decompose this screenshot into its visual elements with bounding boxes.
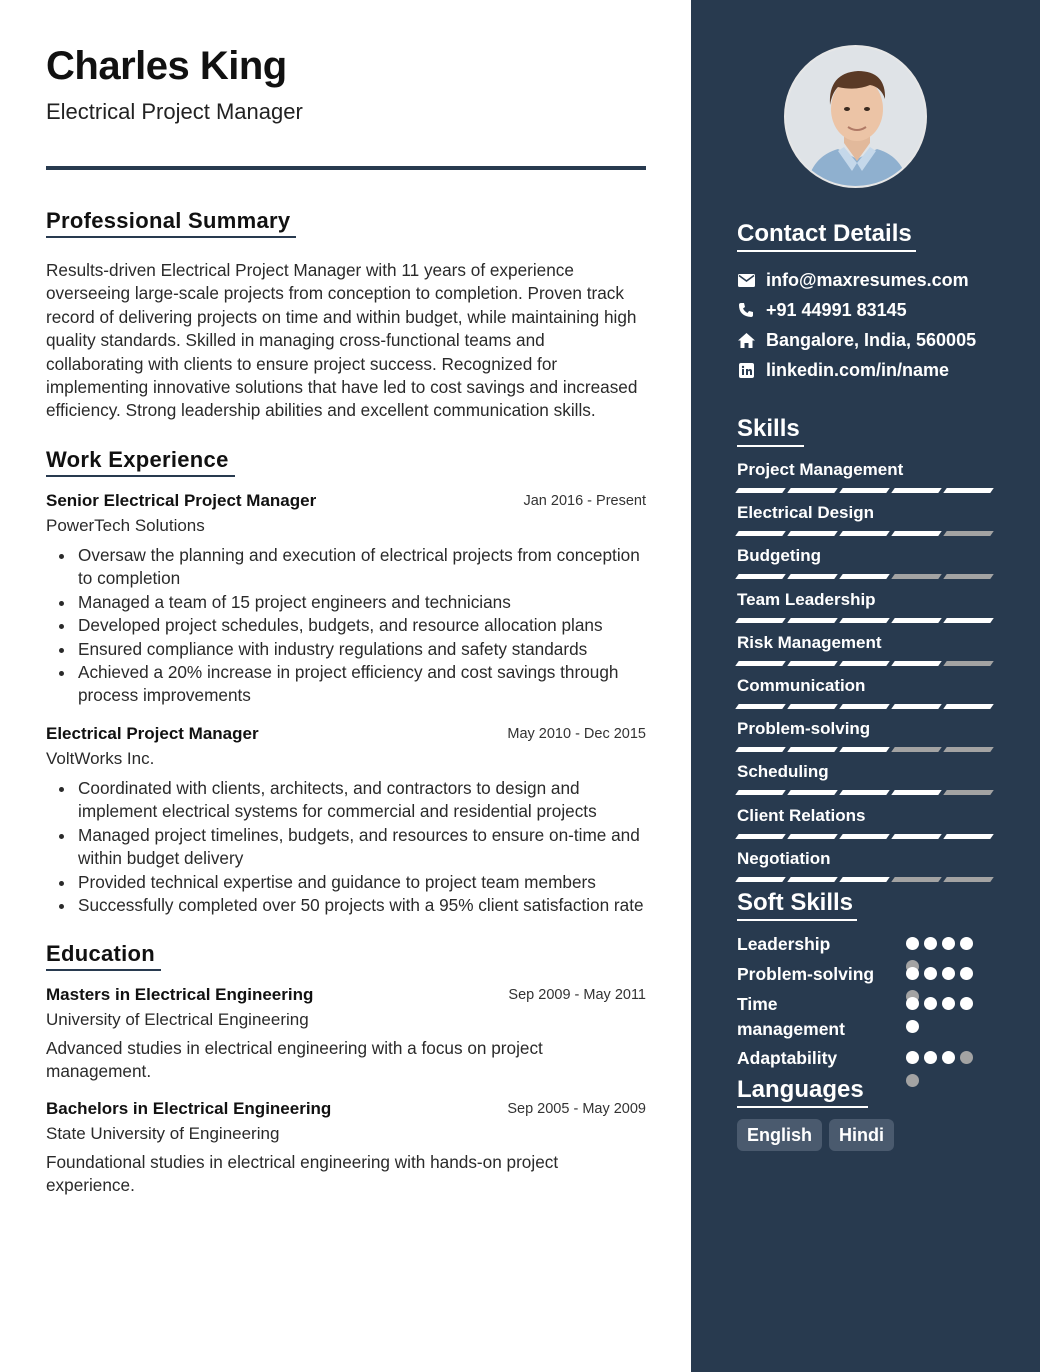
skill-item — [737, 546, 993, 579]
rating-dot — [906, 967, 919, 980]
skill-level-segment — [787, 574, 838, 579]
job-bullet: Managed a team of 15 project engineers and technicians — [46, 591, 646, 614]
skill-name: Budgeting — [737, 546, 822, 565]
skill-level-segment — [891, 704, 942, 709]
skill-level-segment — [943, 747, 994, 752]
soft-skills-heading: Soft Skills — [737, 889, 857, 921]
experience-heading: Work Experience — [46, 447, 235, 477]
education-description: Advanced studies in electrical engineering with a focus on project management. — [46, 1038, 543, 1082]
skill-level-segment — [839, 488, 890, 493]
skill-level-segment — [735, 574, 786, 579]
skill-item — [737, 503, 993, 536]
skill-level-segment — [839, 618, 890, 623]
skill-level-segment — [735, 488, 786, 493]
job-bullets — [46, 777, 646, 917]
rating-dot — [960, 937, 973, 950]
summary-text: Results-driven Electrical Project Manager with 11 years of experience overseeing large-scale projects from conception to completion. Proven track record of delivering projects on time and within budget, while maintaining high quality standards. Skilled in managing cross-functional teams and collaborating with clients to ensure project success. Recognized for implementing innovative solutions that have led to cost savings and increased efficiency. Strong leadership abilities and excellent communication skills. — [46, 260, 638, 421]
rating-dot — [960, 967, 973, 980]
contact-email-text: info@maxresumes.com — [766, 269, 969, 290]
job-company: VoltWorks Inc. — [46, 749, 155, 768]
skill-name: Scheduling — [737, 762, 829, 781]
skill-level-segment — [891, 747, 942, 752]
skill-level-segment — [839, 877, 890, 882]
skill-name: Problem-solving — [737, 719, 871, 738]
skill-item — [737, 762, 993, 795]
skill-level-segment — [839, 747, 890, 752]
languages-heading: Languages — [737, 1076, 868, 1108]
skill-level-segment — [943, 704, 994, 709]
skill-level-segment — [735, 531, 786, 536]
skill-item — [737, 633, 993, 666]
skill-level-segment — [787, 790, 838, 795]
skill-item — [737, 719, 993, 752]
soft-skill-name: Leadership — [737, 934, 831, 954]
skill-level-segment — [839, 661, 890, 666]
skill-level-segment — [943, 661, 994, 666]
skill-level-bar — [737, 488, 993, 493]
skill-level-segment — [943, 790, 994, 795]
skill-name: Electrical Design — [737, 503, 875, 522]
skill-level-segment — [891, 574, 942, 579]
skill-name: Client Relations — [737, 806, 866, 825]
skill-level-segment — [787, 618, 838, 623]
skill-item — [737, 676, 993, 709]
rating-dot — [942, 997, 955, 1010]
job-bullet: Oversaw the planning and execution of electrical projects from conception to completion — [46, 544, 646, 591]
soft-skill-rating — [906, 1051, 981, 1087]
skill-level-segment — [943, 531, 994, 536]
skill-name: Project Management — [737, 460, 904, 479]
education-dates: Sep 2009 - May 2011 — [508, 987, 646, 1003]
skill-level-segment — [891, 834, 942, 839]
rating-dot — [906, 1020, 919, 1033]
skill-level-segment — [891, 877, 942, 882]
rating-dot — [906, 1074, 919, 1087]
rating-dot — [906, 1051, 919, 1064]
skill-level-segment — [839, 574, 890, 579]
job-bullet: Managed project timelines, budgets, and resources to ensure on-time and within budget delivery — [46, 824, 646, 871]
sidebar — [691, 0, 1040, 1372]
skill-level-segment — [787, 531, 838, 536]
education-description: Foundational studies in electrical engineering with hands-on project experience. — [46, 1152, 559, 1196]
job-bullet: Provided technical expertise and guidance to project team members — [46, 871, 646, 894]
contact-address-text: Bangalore, India, 560005 — [766, 329, 977, 350]
job-role: Senior Electrical Project Manager — [46, 491, 317, 510]
skill-level-segment — [839, 531, 890, 536]
linkedin-icon — [737, 361, 755, 379]
soft-skill-name: Adaptability — [737, 1048, 838, 1068]
job-entry — [46, 724, 646, 917]
skill-level-segment — [735, 877, 786, 882]
job-entry — [46, 491, 646, 708]
rating-dot — [924, 997, 937, 1010]
job-company: PowerTech Solutions — [46, 516, 205, 535]
skill-level-bar — [737, 877, 993, 882]
education-school: University of Electrical Engineering — [46, 1010, 309, 1029]
skill-level-segment — [943, 618, 994, 623]
job-dates: Jan 2016 - Present — [523, 493, 646, 509]
job-bullet: Successfully completed over 50 projects with a 95% client satisfaction rate — [46, 894, 646, 917]
skill-level-segment — [891, 488, 942, 493]
skill-level-segment — [839, 704, 890, 709]
contact-email[interactable] — [737, 265, 969, 295]
skill-level-segment — [787, 661, 838, 666]
skill-level-segment — [943, 834, 994, 839]
skill-level-segment — [787, 747, 838, 752]
job-bullet: Achieved a 20% increase in project efficiency and cost savings through process improvements — [46, 661, 646, 708]
profile-photo — [784, 45, 927, 188]
skill-item — [737, 590, 993, 623]
contact-linkedin[interactable] — [737, 355, 949, 385]
skill-item — [737, 849, 993, 882]
job-bullet: Developed project schedules, budgets, and resource allocation plans — [46, 614, 646, 637]
education-entry — [46, 985, 646, 1084]
contact-heading: Contact Details — [737, 220, 916, 252]
education-dates: Sep 2005 - May 2009 — [507, 1101, 646, 1117]
rating-dot — [924, 1051, 937, 1064]
profile-photo-illustration — [786, 47, 927, 188]
contact-phone-text: +91 44991 83145 — [766, 299, 907, 320]
skill-level-segment — [735, 618, 786, 623]
skill-name: Negotiation — [737, 849, 831, 868]
language-tag: Hindi — [829, 1119, 894, 1151]
rating-dot — [924, 967, 937, 980]
skill-level-segment — [943, 877, 994, 882]
skill-level-segment — [891, 531, 942, 536]
skill-level-segment — [787, 488, 838, 493]
skill-level-segment — [891, 661, 942, 666]
skill-level-bar — [737, 661, 993, 666]
soft-skill-name: Problem-solving — [737, 964, 875, 984]
skill-name: Team Leadership — [737, 590, 876, 609]
skill-level-segment — [891, 790, 942, 795]
rating-dot — [924, 937, 937, 950]
job-bullet: Ensured compliance with industry regulations and safety standards — [46, 638, 646, 661]
skill-name: Risk Management — [737, 633, 882, 652]
job-role: Electrical Project Manager — [46, 724, 259, 743]
skill-level-segment — [787, 877, 838, 882]
skill-level-segment — [891, 618, 942, 623]
header-divider — [46, 166, 646, 170]
contact-linkedin-text: linkedin.com/in/name — [766, 359, 950, 380]
candidate-name: Charles King — [46, 44, 287, 88]
skills-heading: Skills — [737, 415, 804, 447]
education-degree: Masters in Electrical Engineering — [46, 985, 314, 1004]
skill-level-segment — [839, 790, 890, 795]
language-tags — [737, 1119, 894, 1151]
skill-level-bar — [737, 790, 993, 795]
education-heading: Education — [46, 941, 161, 971]
education-school: State University of Engineering — [46, 1124, 280, 1143]
education-degree: Bachelors in Electrical Engineering — [46, 1099, 332, 1118]
skill-level-segment — [787, 834, 838, 839]
language-tag: English — [737, 1119, 822, 1151]
rating-dot — [906, 937, 919, 950]
skill-level-segment — [735, 704, 786, 709]
education-entry — [46, 1099, 646, 1198]
skill-level-bar — [737, 618, 993, 623]
skill-level-segment — [787, 704, 838, 709]
phone-icon — [737, 301, 755, 319]
skill-level-segment — [735, 790, 786, 795]
skill-level-bar — [737, 704, 993, 709]
rating-dot — [942, 937, 955, 950]
skill-level-segment — [839, 834, 890, 839]
skill-item — [737, 460, 993, 493]
skill-level-segment — [943, 488, 994, 493]
envelope-icon — [737, 271, 755, 289]
contact-phone[interactable] — [737, 295, 907, 325]
rating-dot — [942, 1051, 955, 1064]
job-bullet: Coordinated with clients, architects, and contractors to design and implement electrical systems for commercial and residential projects — [46, 777, 646, 824]
skill-level-segment — [735, 661, 786, 666]
contact-address — [737, 325, 976, 355]
rating-dot — [942, 967, 955, 980]
skill-level-bar — [737, 834, 993, 839]
rating-dot — [960, 1051, 973, 1064]
home-icon — [737, 331, 755, 349]
soft-skill-name: Time management — [737, 994, 845, 1039]
summary-heading: Professional Summary — [46, 208, 296, 238]
rating-dot — [906, 997, 919, 1010]
candidate-title: Electrical Project Manager — [46, 99, 303, 124]
skill-level-segment — [735, 834, 786, 839]
skill-level-bar — [737, 574, 993, 579]
skill-level-bar — [737, 747, 993, 752]
rating-dot — [960, 997, 973, 1010]
skill-name: Communication — [737, 676, 866, 695]
job-bullets — [46, 544, 646, 708]
skill-item — [737, 806, 993, 839]
job-dates: May 2010 - Dec 2015 — [507, 726, 646, 742]
skill-level-bar — [737, 531, 993, 536]
soft-skill-rating — [906, 997, 981, 1033]
skill-level-segment — [943, 574, 994, 579]
skill-level-segment — [735, 747, 786, 752]
